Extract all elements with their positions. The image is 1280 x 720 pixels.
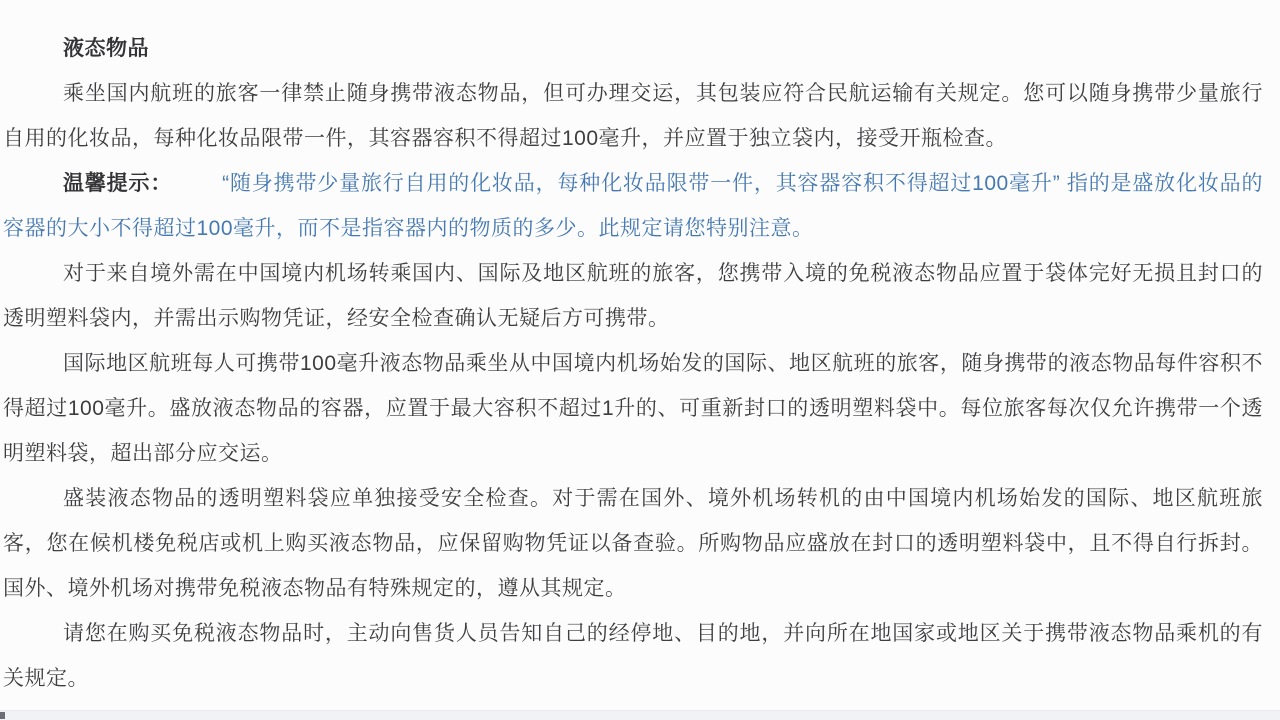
- page-title: 液态物品: [63, 37, 149, 60]
- bottom-left-corner-mark: [0, 712, 5, 719]
- warm-tip-highlight: “随身携带少量旅行自用的化妆品，每种化妆品限带一件，其容器容积不得超过100毫升” 指的是盛放化妆品的容器的大小不得超过100毫升，而不是指容器内的物质的多少。此规定请您特别注意。: [3, 172, 1264, 240]
- para-transit-from-abroad: 对于来自境外需在中国境内机场转乘国内、国际及地区航班的旅客，您携带入境的免税液态物品应置于袋体完好无损且封口的透明塑料袋内，并需出示购物凭证，经安全检查确认无疑后方可携带。: [3, 262, 1263, 330]
- para-international-100ml-rule: 国际地区航班每人可携带100毫升液态物品乘坐从中国境内机场始发的国际、地区航班的旅客，随身携带的液态物品每件容积不得超过100毫升。盛放液态物品的容器，应置于最大容积不超过1升的、可重新封口的透明塑料袋中。每位旅客每次仅允许携带一个透明塑料袋，超出部分应交运。: [3, 352, 1263, 465]
- para-duty-free-purchase: 请您在购买免税液态物品时，主动向售货人员告知自己的经停地、目的地，并向所在地国家或地区关于携带液态物品乘机的有关规定。: [3, 622, 1263, 690]
- para-warm-tip: [3, 161, 1263, 251]
- warm-tip-label: 温馨提示：: [63, 172, 173, 195]
- para-security-check-bag: 盛装液态物品的透明塑料袋应单独接受安全检查。对于需在国外、境外机场转机的由中国境内机场始发的国际、地区航班旅客，您在候机楼免税店或机上购买液态物品，应保留购物凭证以备查验。所购物品应盛放在封口的透明塑料袋中，且不得自行拆封。国外、境外机场对携带免税液态物品有特殊规定的，遵从其规定。: [3, 487, 1263, 600]
- para-domestic-flight-rule: 乘坐国内航班的旅客一律禁止随身携带液态物品，但可办理交运，其包装应符合民航运输有关规定。您可以随身携带少量旅行自用的化妆品，每种化妆品限带一件，其容器容积不得超过100毫升，并应置于独立袋内，接受开瓶检查。: [3, 82, 1263, 150]
- bottom-edge-strip: [0, 710, 1280, 720]
